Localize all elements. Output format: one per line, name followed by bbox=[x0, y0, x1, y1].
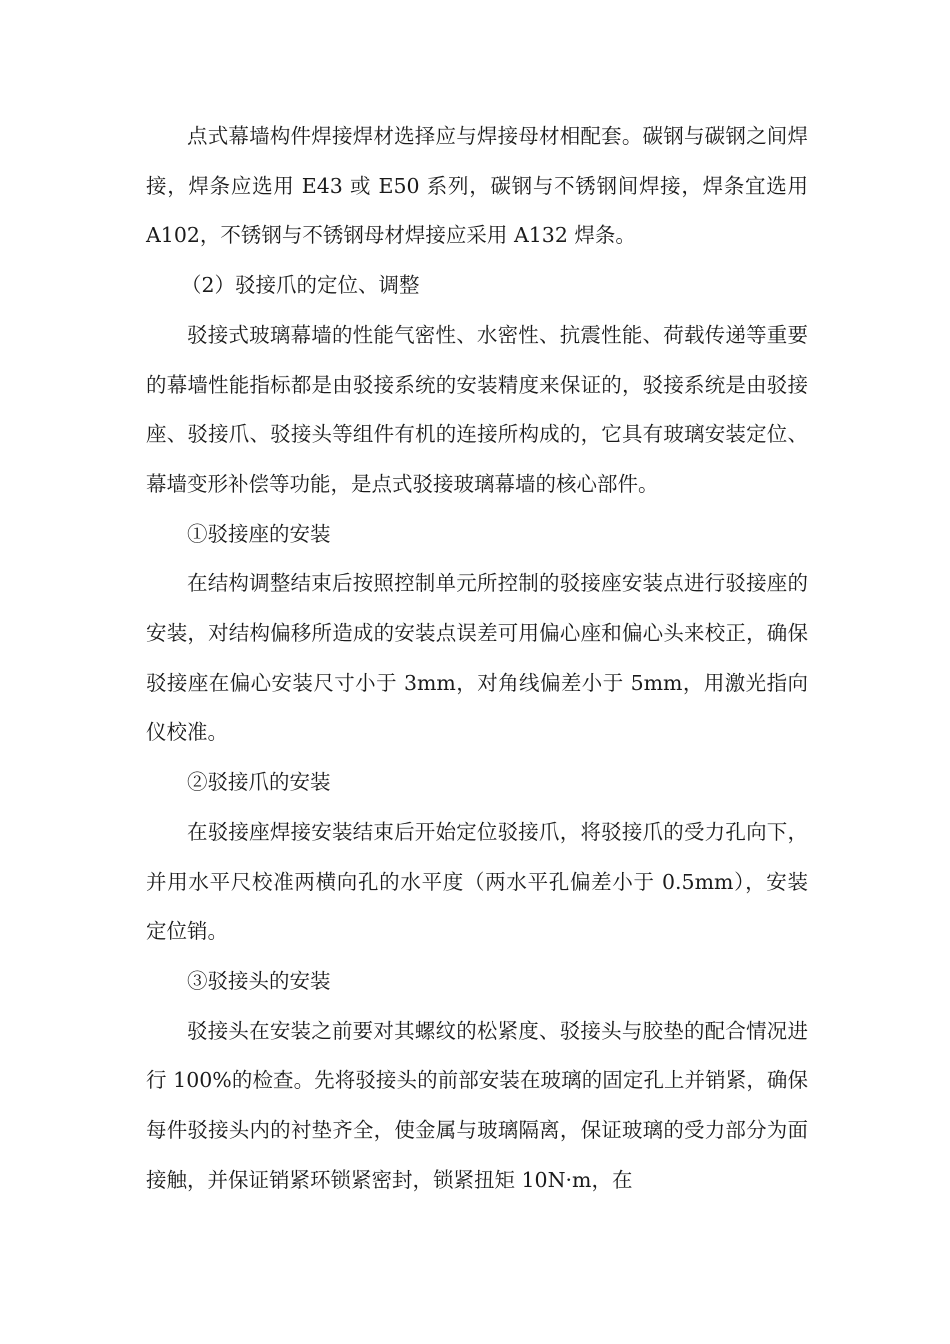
paragraph-welding-materials: 点式幕墙构件焊接焊材选择应与焊接母材相配套。碳钢与碳钢之间焊接，焊条应选用 E43 或 E50 系列，碳钢与不锈钢间焊接，焊条宜选用 A102，不锈钢与不锈钢母材焊接应采用 A132 焊条。 bbox=[146, 124, 808, 248]
document-body bbox=[146, 112, 808, 1205]
section-heading-claw-positioning: （2）驳接爪的定位、调整 bbox=[181, 273, 420, 298]
subheading-claw-installation: ②驳接爪的安装 bbox=[187, 770, 331, 795]
subheading-head-installation: ③驳接头的安装 bbox=[187, 968, 331, 993]
paragraph-seat-installation: 在结构调整结束后按照控制单元所控制的驳接座安装点进行驳接座的安装，对结构偏移所造成的安装点误差可用偏心座和偏心头来校正，确保驳接座在偏心安装尺寸小于 3mm，对角线偏差小于 5mm，用激光指向仪校准。 bbox=[146, 571, 808, 745]
paragraph-claw-installation: 在驳接座焊接安装结束后开始定位驳接爪，将驳接爪的受力孔向下，并用水平尺校准两横向孔的水平度（两水平孔偏差小于 0.5mm），安装定位销。 bbox=[146, 819, 808, 944]
paragraph-connection-system: 驳接式玻璃幕墙的性能气密性、水密性、抗震性能、荷载传递等重要的幕墙性能指标都是由驳接系统的安装精度来保证的，驳接系统是由驳接座、驳接爪、驳接头等组件有机的连接所构成的，它具有玻璃安装定位、幕墙变形补偿等功能，是点式驳接玻璃幕墙的核心部件。 bbox=[146, 322, 808, 496]
paragraph-head-installation: 驳接头在安装之前要对其螺纹的松紧度、驳接头与胶垫的配合情况进行 100%的检查。先将驳接头的前部安装在玻璃的固定孔上并销紧，确保每件驳接头内的衬垫齐全，使金属与玻璃隔离，保证玻璃的受力部分为面接触，并保证销紧环锁紧密封，锁紧扭矩 10N·m，在 bbox=[146, 1018, 808, 1192]
subheading-seat-installation: ①驳接座的安装 bbox=[187, 521, 331, 546]
